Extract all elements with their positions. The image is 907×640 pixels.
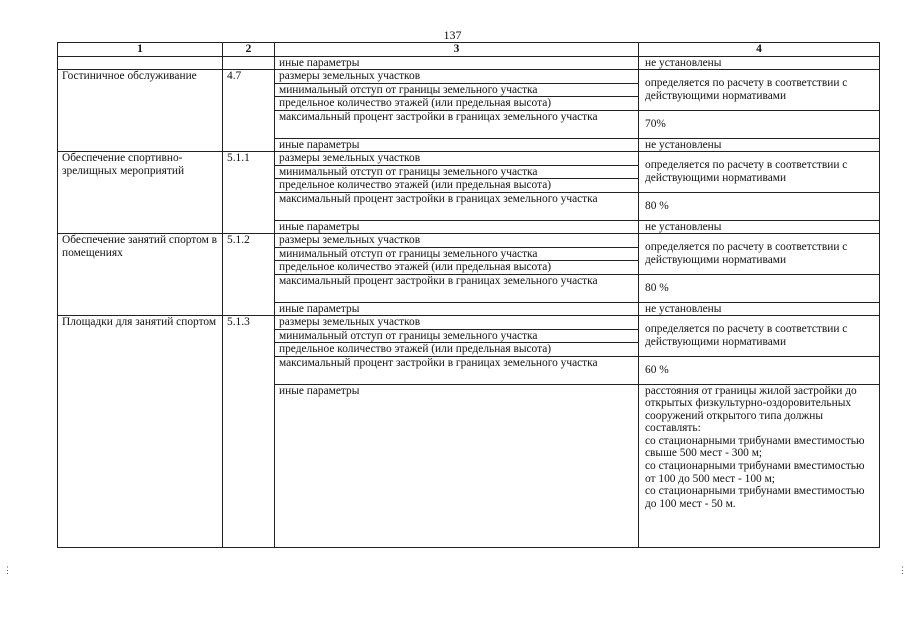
param-cell: максимальный процент застройки в границах земельного участка [275, 192, 639, 220]
value-cell: не установлены [639, 220, 880, 234]
param-cell: иные параметры [275, 384, 639, 547]
value-cell: расстояния от границы жилой застройки до открытых физкультурно-оздоровительных сооружений открытого типа должны составлять: со стационарными трибунами вместимостью свыше 500 мест - 300 м; со стационарными трибунами вместимостью от 100 до 500 мест - 100 м; со стационарными трибунами вместимостью до 100 мест - 50 м. [639, 384, 880, 547]
group-code-cell: 4.7 [223, 70, 275, 152]
group-code-cell: 5.1.3 [223, 316, 275, 548]
value-cell: 70% [639, 110, 880, 138]
column-header-row [58, 43, 880, 57]
group-name-cell: Обеспечение занятий спортом в помещениях [58, 234, 223, 316]
param-cell: минимальный отступ от границы земельного участка [275, 83, 639, 97]
column-header-2: 2 [223, 43, 275, 57]
param-cell: минимальный отступ от границы земельного участка [275, 165, 639, 179]
param-cell: предельное количество этажей (или предельная высота) [275, 97, 639, 111]
table-row [58, 70, 880, 84]
table-row [58, 234, 880, 248]
value-cell: определяется по расчету в соответствии с действующими нормативами [639, 234, 880, 275]
value-cell: 80 % [639, 192, 880, 220]
param-cell: предельное количество этажей (или предельная высота) [275, 179, 639, 193]
param-cell: предельное количество этажей (или предельная высота) [275, 261, 639, 275]
param-cell: иные параметры [275, 138, 639, 152]
param-cell: размеры земельных участков [275, 316, 639, 330]
param-cell: максимальный процент застройки в границах земельного участка [275, 356, 639, 384]
column-header-3: 3 [275, 43, 639, 57]
scan-edge-mark-right: ⋮ [898, 565, 907, 575]
param-cell: максимальный процент застройки в границах земельного участка [275, 274, 639, 302]
value-cell: не установлены [639, 302, 880, 316]
param-cell: размеры земельных участков [275, 70, 639, 84]
param-cell: максимальный процент застройки в границах земельного участка [275, 110, 639, 138]
column-header-4: 4 [639, 43, 880, 57]
param-cell: предельное количество этажей (или предельная высота) [275, 343, 639, 357]
param-cell: минимальный отступ от границы земельного участка [275, 329, 639, 343]
param-cell: минимальный отступ от границы земельного участка [275, 247, 639, 261]
param-cell: размеры земельных участков [275, 152, 639, 166]
table-row [58, 56, 880, 70]
group-code-cell [223, 56, 275, 70]
value-cell: определяется по расчету в соответствии с действующими нормативами [639, 70, 880, 111]
group-code-cell: 5.1.2 [223, 234, 275, 316]
table-row [58, 152, 880, 166]
group-name-cell [58, 56, 223, 70]
group-name-cell: Обеспечение спортивно-зрелищных мероприятий [58, 152, 223, 234]
column-header-1: 1 [58, 43, 223, 57]
param-cell: размеры земельных участков [275, 234, 639, 248]
group-name-cell: Площадки для занятий спортом [58, 316, 223, 548]
page-number: 137 [443, 28, 462, 42]
param-cell: иные параметры [275, 302, 639, 316]
param-cell: иные параметры [275, 220, 639, 234]
param-cell: иные параметры [275, 56, 639, 70]
table-row [58, 316, 880, 330]
value-cell: 80 % [639, 274, 880, 302]
value-cell: 60 % [639, 356, 880, 384]
scan-edge-mark-left: ⋮ [3, 565, 12, 575]
value-cell: определяется по расчету в соответствии с действующими нормативами [639, 316, 880, 357]
value-cell: не установлены [639, 138, 880, 152]
value-cell: определяется по расчету в соответствии с действующими нормативами [639, 152, 880, 193]
regulations-table [57, 42, 880, 548]
group-name-cell: Гостиничное обслуживание [58, 70, 223, 152]
group-code-cell: 5.1.1 [223, 152, 275, 234]
value-cell: не установлены [639, 56, 880, 70]
